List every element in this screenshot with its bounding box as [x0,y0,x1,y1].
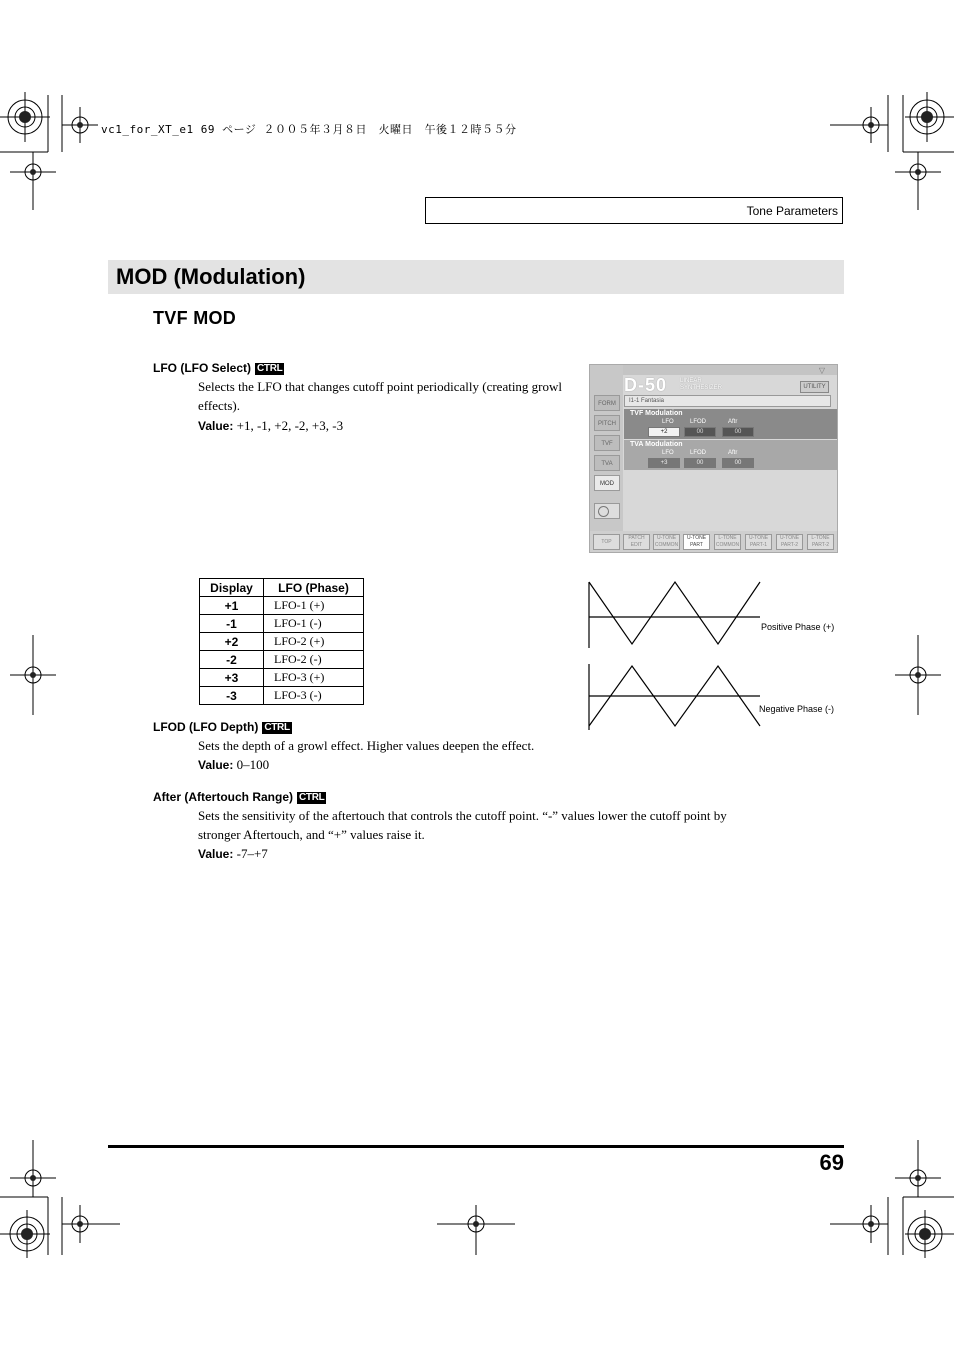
chevron-down-icon: ▽ [818,366,825,375]
ctrl-badge: CTRL [299,792,325,803]
print-header: vc1_for_XT_e1 69 ページ ２００５年３月８日 火曜日 午後１２時５５分 [101,123,517,136]
param-lfod-heading [153,720,292,734]
table-cell-display: +3 [200,669,264,687]
device-title-bar [590,365,837,375]
table-row [200,597,364,615]
tvf-value-aftr[interactable]: 00 [722,427,754,437]
param-after-heading [153,790,326,804]
table-row [200,633,364,651]
table-cell-phase: LFO-1 (+) [264,597,364,615]
table-cell-phase: LFO-2 (-) [264,651,364,669]
tvf-label-aftr: Aftr [728,419,738,425]
value-text: 0–100 [236,757,270,772]
tab-form[interactable]: FORM [594,395,620,411]
u-tone-common-button[interactable]: U-TONE COMMON [654,535,679,548]
table-cell-phase: LFO-3 (+) [264,669,364,687]
u-tone-part-button[interactable]: U-TONE PART [683,534,710,550]
top-button[interactable]: TOP [593,534,620,550]
section-header-box [425,197,843,224]
table-cell-display: +1 [200,597,264,615]
tvf-value-lfo[interactable]: +2 [648,427,680,437]
table-row [200,687,364,705]
device-logo-subtitle [680,378,722,392]
param-lfod-value [198,755,269,775]
lfo-table [199,578,364,705]
param-lfo-desc: Selects the LFO that changes cutoff point periodically (creating growl effects). [198,379,563,413]
utility-button[interactable]: UTILITY [800,381,829,393]
tvf-panel-title: TVF Modulation [630,410,683,417]
param-after-value [198,844,268,864]
tab-pitch[interactable]: PITCH [594,415,620,431]
param-after-desc-line2: stronger Aftertouch, and “+” values raise it. [198,827,425,842]
tvf-label-lfo: LFO [662,419,674,425]
device-screen [589,364,838,553]
section-label: Tone Parameters [746,204,838,218]
tab-tva[interactable]: TVA [594,455,620,471]
tva-panel-title: TVA Modulation [630,441,683,448]
tva-label-aftr: Aftr [728,450,738,456]
knob-icon[interactable] [594,503,620,519]
table-row [200,651,364,669]
page-title: MOD (Modulation) [116,264,306,289]
table-header-display: Display [200,579,264,597]
param-after-desc-line1: Sets the sensitivity of the aftertouch that controls the cutoff point. “-” values lower the cutoff point by [198,808,727,823]
device-side-tabs [590,365,623,552]
param-lfod-name: LFOD (LFO Depth) [153,720,259,734]
table-cell-phase: LFO-2 (+) [264,633,364,651]
page-number: 69 [819,1150,844,1175]
param-lfod-desc: Sets the depth of a growl effect. Higher values deepen the effect. [198,738,535,753]
ctrl-badge: CTRL [257,363,283,374]
u-tone-part2-button[interactable]: U-TONE PART-2 [776,534,803,550]
patch-name-field: I1-1 Fantasia [624,395,831,407]
value-label: Value: [198,419,234,433]
subheading: TVF MOD [153,308,237,328]
positive-phase-label: Positive Phase (+) [761,622,835,632]
table-cell-display: -3 [200,687,264,705]
table-row [200,669,364,687]
tva-label-lfod: LFOD [690,450,707,456]
tva-value-aftr[interactable]: 00 [722,458,754,468]
device-logo-sub1: LINEAR [680,378,702,384]
title-band [108,260,844,294]
tva-value-lfod[interactable]: 00 [684,458,716,468]
table-cell-phase: LFO-3 (-) [264,687,364,705]
tva-label-lfo: LFO [662,450,674,456]
positive-phase-wave [589,582,760,644]
table-cell-display: -1 [200,615,264,633]
tva-value-lfo[interactable]: +3 [648,458,680,468]
device-bottom-bar [590,531,837,552]
param-after-name: After (Aftertouch Range) [153,790,293,804]
tab-tvf[interactable]: TVF [594,435,620,451]
tab-mod[interactable]: MOD [594,475,620,491]
value-label: Value: [198,847,234,861]
value-text: +1, -1, +2, -2, +3, -3 [236,418,344,433]
tvf-value-lfod[interactable]: 00 [684,427,716,437]
patch-edit-button[interactable]: PATCH EDIT [623,534,650,550]
u-tone-part1-button[interactable]: U-TONE PART-1 [745,534,772,550]
table-row [200,615,364,633]
l-tone-part2-button[interactable]: L-TONE PART-2 [807,534,834,550]
device-logo: D-50 [624,375,668,395]
l-tone-common-button[interactable]: L-TONE COMMON [715,535,740,548]
param-lfo-heading [153,361,284,375]
table-cell-phase: LFO-1 (-) [264,615,364,633]
footer-rule [108,1145,844,1148]
param-lfo-name: LFO (LFO Select) [153,361,252,375]
table-cell-display: -2 [200,651,264,669]
tvf-modulation-panel [624,409,837,439]
ctrl-badge: CTRL [264,722,290,733]
knob-circle-icon [598,506,609,517]
negative-phase-label: Negative Phase (-) [759,704,835,714]
value-text: -7–+7 [236,846,268,861]
param-lfo-value [198,416,343,436]
value-label: Value: [198,758,234,772]
table-cell-display: +2 [200,633,264,651]
table-header-phase: LFO (Phase) [264,579,364,597]
table-header-row [200,579,364,597]
tvf-label-lfod: LFOD [690,419,707,425]
device-logo-sub2: SYNTHESIZER [680,385,723,391]
tva-modulation-panel [624,440,837,470]
